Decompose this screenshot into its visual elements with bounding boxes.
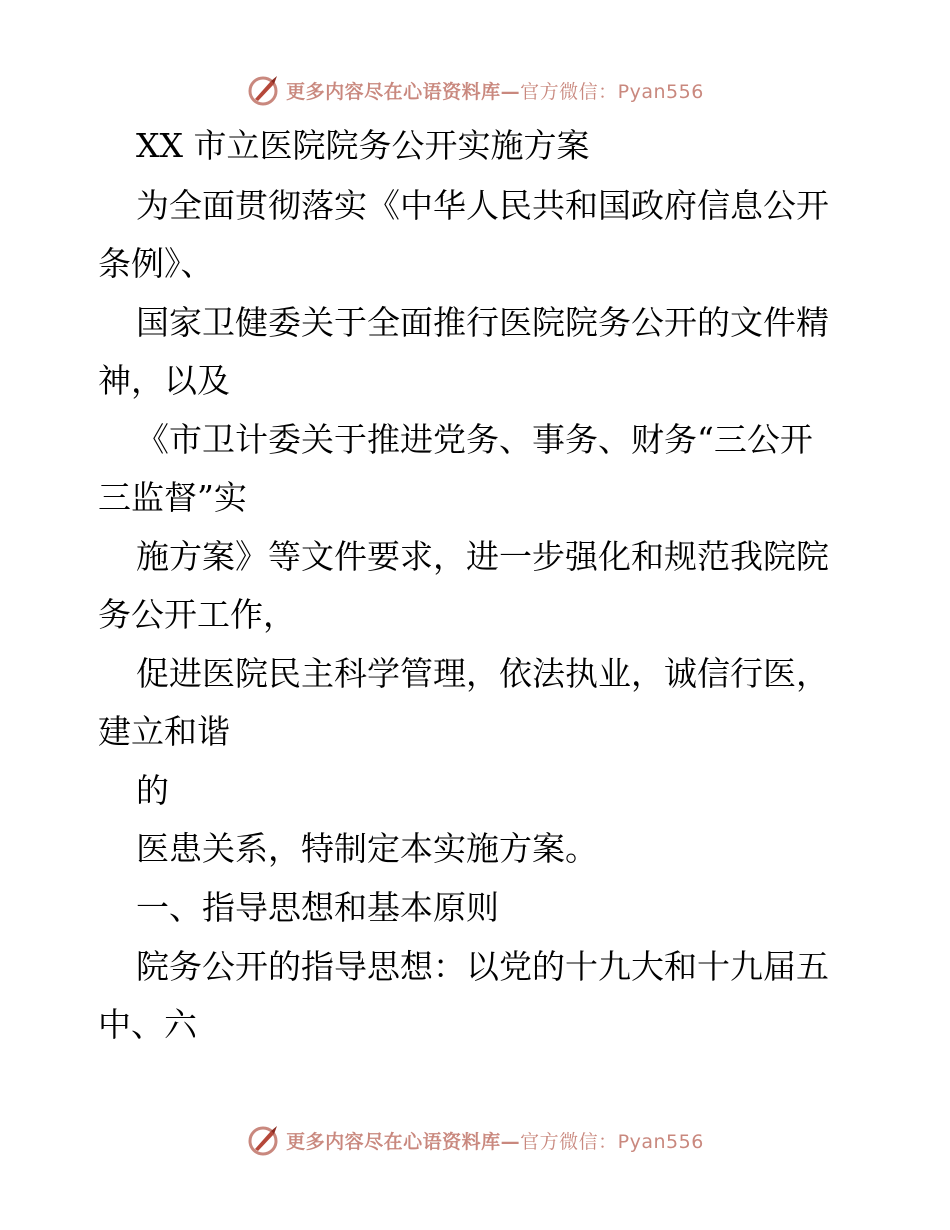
text-line: 条例》、 bbox=[98, 244, 214, 283]
header-banner bbox=[0, 70, 950, 110]
text-line: 国家卫健委关于全面推行医院院务公开的文件精 bbox=[136, 303, 829, 342]
banner-wechat-text: 官方微信：Pyan556 bbox=[520, 1130, 704, 1153]
document-title: XX 市立医院院务公开实施方案 bbox=[136, 126, 590, 165]
text-line: 为全面贯彻落实《中华人民共和国政府信息公开 bbox=[136, 186, 829, 225]
text-line: 医患关系，特制定本实施方案。 bbox=[136, 829, 598, 868]
quill-pen-logo-icon bbox=[246, 1123, 280, 1157]
text-line: 促进医院民主科学管理，依法执业，诚信行医， bbox=[136, 654, 829, 693]
text-line: 神，以及 bbox=[98, 361, 230, 400]
text-line: 建立和谐 bbox=[98, 712, 230, 751]
banner-wechat-text: 官方微信：Pyan556 bbox=[520, 80, 704, 103]
banner-site-text: 更多内容尽在心语资料库 bbox=[286, 1130, 501, 1153]
text-line: 务公开工作， bbox=[98, 595, 296, 634]
text-line: 施方案》等文件要求，进一步强化和规范我院院 bbox=[136, 537, 829, 576]
quill-pen-logo-icon bbox=[246, 73, 280, 107]
section-heading: 一、指导思想和基本原则 bbox=[136, 888, 499, 927]
text-line: 三监督”实 bbox=[98, 478, 247, 517]
banner-site-text: 更多内容尽在心语资料库 bbox=[286, 80, 501, 103]
banner-separator: — bbox=[500, 1130, 521, 1153]
text-line: 《市卫计委关于推进党务、事务、财务“三公开 bbox=[136, 420, 813, 459]
text-line: 院务公开的指导思想：以党的十九大和十九届五 bbox=[136, 947, 829, 986]
footer-banner bbox=[0, 1120, 950, 1160]
text-line: 中、六 bbox=[98, 1005, 197, 1044]
text-line: 的 bbox=[136, 771, 169, 810]
banner-separator: — bbox=[500, 80, 521, 103]
